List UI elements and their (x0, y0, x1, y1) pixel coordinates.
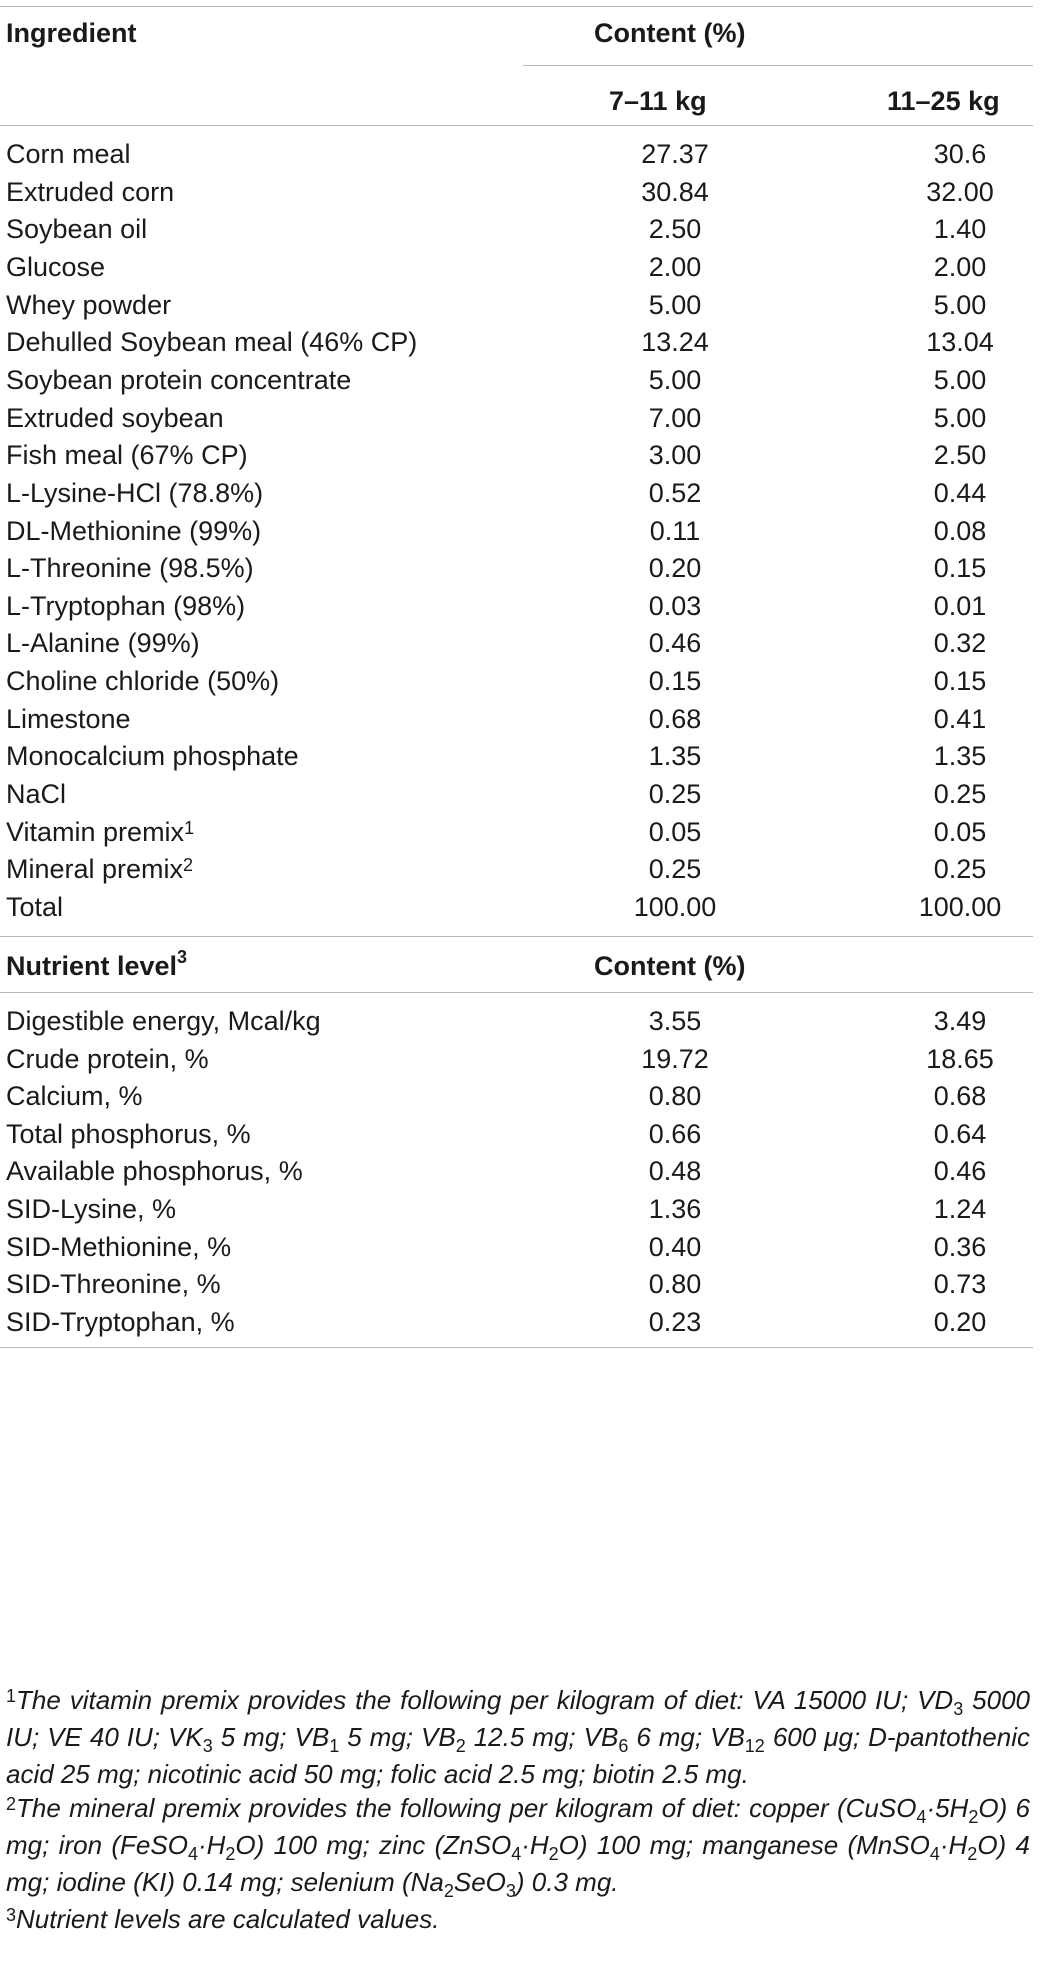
value-7-11kg: 0.68 (648, 703, 702, 734)
row-label: Digestible energy, Mcal/kg (6, 1006, 321, 1036)
value-7-11kg: 0.66 (648, 1118, 702, 1149)
value-7-11kg: 2.00 (648, 251, 702, 282)
value-11-25kg: 0.44 (933, 477, 987, 508)
value-11-25kg: 2.50 (933, 440, 987, 471)
row-label: Total phosphorus, % (6, 1118, 251, 1149)
footnote-2: $^2$The mineral premix provides the following per kilogram of diet: copper $(CuSO_4\cdot 5H_2O)$ 6 mg; iron $(FeSO_4\cdot H_2O)$ 100 mg; zinc $(ZnSO_4\cdot H_2O)$ 100 mg; manganese $(MnSO_4\cdot H_2O)$ 4 mg; iodine (KI) 0.14 mg; selenium $(Na_2SeO_3)$ 0.3 mg. (6, 1793, 1030, 1901)
value-7-11kg: 30.84 (641, 176, 709, 207)
nutrient-content-header: Content (%) (594, 951, 746, 981)
row-label: Choline chloride (50%) (6, 666, 280, 697)
row-label: SID-Lysine, % (6, 1194, 177, 1224)
row-label: SID-Threonine, % (6, 1269, 221, 1300)
row-label: SID-Methionine, % (6, 1231, 232, 1262)
value-7-11kg: 5.00 (648, 289, 702, 320)
row-label: Soybean protein concentrate (6, 364, 352, 395)
value-11-25kg: 100.00 (918, 892, 1002, 922)
row-label: Limestone (6, 703, 131, 734)
value-11-25kg: 3.49 (933, 1006, 987, 1036)
value-7-11kg: 0.11 (649, 515, 701, 546)
value-11-25kg: 1.24 (933, 1194, 987, 1224)
value-11-25kg: 0.32 (933, 628, 987, 659)
value-7-11kg: 13.24 (641, 327, 709, 358)
value-11-25kg: 1.35 (933, 741, 987, 772)
nutrient-level-header (6, 947, 188, 982)
row-label: Extruded corn (6, 176, 175, 207)
row-label: Corn meal (6, 139, 131, 169)
value-7-11kg: 7.00 (648, 402, 702, 433)
value-7-11kg: 0.25 (648, 779, 702, 810)
value-7-11kg: 27.37 (641, 139, 709, 169)
table-row (0, 884, 1033, 931)
nutrient-header-rule (0, 992, 1033, 993)
value-7-11kg: 1.36 (648, 1194, 702, 1224)
value-11-25kg: 0.01 (933, 590, 987, 621)
value-11-25kg: 13.04 (926, 327, 994, 358)
row-label: L-Alanine (99%) (6, 628, 200, 659)
value-7-11kg: 3.55 (648, 1006, 702, 1036)
table-row (0, 1299, 1033, 1346)
row-label: Glucose (6, 251, 106, 282)
value-11-25kg: 0.05 (933, 816, 987, 847)
value-11-25kg: 18.65 (926, 1043, 994, 1074)
value-7-11kg: 0.80 (648, 1081, 702, 1112)
value-11-25kg: 0.08 (933, 515, 987, 546)
table-top-rule (0, 6, 1033, 7)
value-11-25kg: 0.20 (933, 1306, 987, 1337)
value-7-11kg: 3.00 (648, 440, 702, 471)
footnotes (6, 1683, 1030, 1936)
table-bottom-rule (0, 1347, 1033, 1348)
footnote-1: $^1$The vitamin premix provides the following per kilogram of diet: VA 15000 IU; $VD_3$ 5000 IU; VE 40 IU; $VK_3$ 5 mg; $VB_1$ 5 mg; $VB_2$ 12.5 mg; $VB_6$ 6 mg; $VB_{12}$ 600 μg; D-pantothenic acid 25 mg; nicotinic acid 50 mg; folic acid 2.5 mg; biotin 2.5 mg. (6, 1685, 1030, 1789)
value-7-11kg: 0.23 (648, 1306, 702, 1337)
col-11-25-header: 11–25 kg (887, 86, 1000, 116)
value-11-25kg: 5.00 (933, 289, 987, 320)
value-7-11kg: 2.50 (648, 214, 702, 245)
row-label: Monocalcium phosphate (6, 741, 299, 772)
row-label: Total (6, 892, 64, 922)
value-11-25kg: 0.25 (933, 854, 987, 885)
row-label: Mineral premix$^2$ (6, 854, 194, 885)
value-7-11kg: 0.05 (648, 816, 702, 847)
content-header: Content (%) (594, 18, 746, 48)
value-7-11kg: 0.52 (648, 477, 702, 508)
row-label: Crude protein, % (6, 1043, 209, 1074)
row-label: NaCl (6, 779, 67, 810)
nutrient-level-label: Nutrient level (6, 951, 178, 981)
value-11-25kg: 0.64 (933, 1118, 987, 1149)
row-label: Dehulled Soybean meal (46% CP) (6, 327, 418, 358)
value-7-11kg: 100.00 (633, 892, 717, 922)
value-7-11kg: 1.35 (648, 741, 702, 772)
col-7-11-header: 7–11 kg (609, 86, 707, 116)
row-label: Whey powder (6, 289, 172, 320)
value-7-11kg: 0.15 (648, 666, 702, 697)
value-11-25kg: 1.40 (933, 214, 987, 245)
row-label: DL-Methionine (99%) (6, 515, 262, 546)
value-7-11kg: 0.48 (648, 1156, 702, 1187)
section-divider-rule (0, 936, 1033, 937)
value-11-25kg: 5.00 (933, 364, 987, 395)
row-label: Available phosphorus, % (6, 1156, 303, 1187)
value-11-25kg: 32.00 (926, 176, 994, 207)
value-7-11kg: 0.20 (648, 553, 702, 584)
value-7-11kg: 0.03 (648, 590, 702, 621)
value-7-11kg: 0.40 (648, 1231, 702, 1262)
row-label: SID-Tryptophan, % (6, 1306, 235, 1337)
value-11-25kg: 0.15 (933, 553, 987, 584)
content-underline (523, 65, 1033, 66)
value-11-25kg: 0.46 (933, 1156, 987, 1187)
value-11-25kg: 0.73 (933, 1269, 987, 1300)
row-label: L-Lysine-HCl (78.8%) (6, 477, 264, 508)
value-7-11kg: 0.46 (648, 628, 702, 659)
row-label: L-Threonine (98.5%) (6, 553, 254, 584)
value-7-11kg: 0.80 (648, 1269, 702, 1300)
row-label: Extruded soybean (6, 402, 224, 433)
value-11-25kg: 2.00 (933, 251, 987, 282)
value-11-25kg: 0.36 (933, 1231, 987, 1262)
row-label: Soybean oil (6, 214, 148, 245)
value-11-25kg: 5.00 (933, 402, 987, 433)
value-7-11kg: 5.00 (648, 364, 702, 395)
footnote-3: $^3$Nutrient levels are calculated values. (6, 1904, 440, 1934)
row-label: Fish meal (67% CP) (6, 440, 248, 471)
row-label: Vitamin premix$^1$ (6, 816, 195, 847)
row-label: L-Tryptophan (98%) (6, 590, 246, 621)
ingredient-header: Ingredient (6, 18, 137, 48)
value-11-25kg: 0.25 (933, 779, 987, 810)
row-label: Calcium, % (6, 1081, 143, 1112)
value-11-25kg: 0.68 (933, 1081, 987, 1112)
value-11-25kg: 0.15 (933, 666, 987, 697)
header-bottom-rule (0, 125, 1033, 126)
value-7-11kg: 0.25 (648, 854, 702, 885)
nutrient-level-sup: 3 (177, 947, 188, 967)
value-7-11kg: 19.72 (641, 1043, 709, 1074)
value-11-25kg: 30.6 (933, 139, 987, 169)
value-11-25kg: 0.41 (933, 703, 987, 734)
